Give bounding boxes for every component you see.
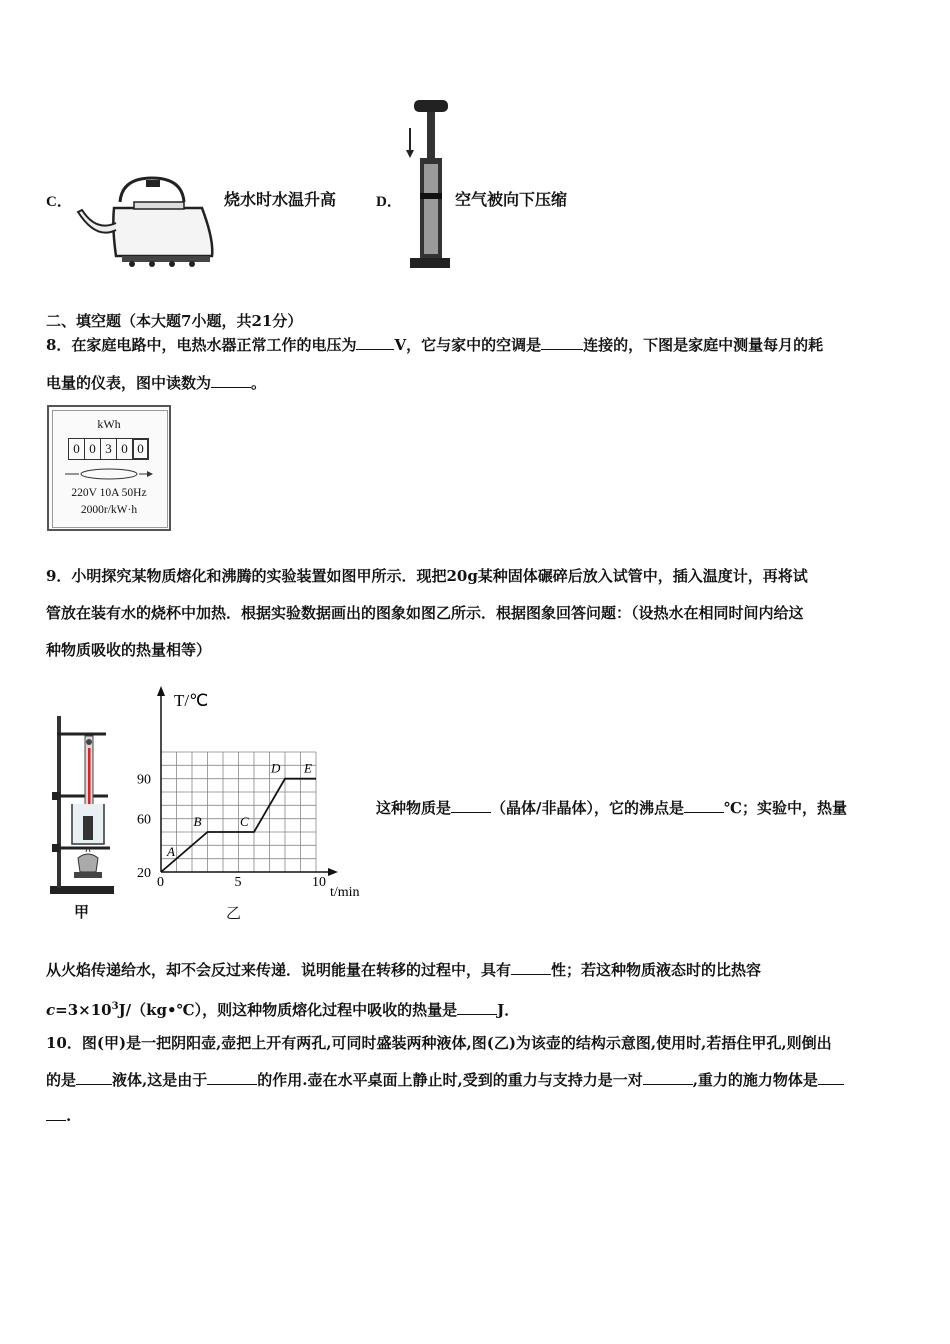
meter-digit: 3: [101, 439, 117, 459]
x-axis-label: t/min: [330, 885, 360, 900]
q10-blank-cause[interactable]: [207, 1070, 257, 1085]
q10-line1: 10．图(甲)是一把阴阳壶,壶把上开有两孔,可同时盛装两种液体,图(乙)为该壶的结构示意图,使用时,若捂住甲孔,则倒出: [46, 1034, 832, 1052]
q10-line2: 的是 液体,这是由于 的作用.壶在水平桌面上静止时,受到的重力与支持力是一对 ,重力的施力物体是: [46, 1070, 844, 1090]
air-pump-image: [402, 98, 454, 272]
q9-blank-heat[interactable]: [457, 1000, 497, 1015]
section-heading: 二、填空题（本大题7小题，共21分）: [46, 312, 303, 330]
meter-digit: 0: [117, 439, 133, 459]
meter-digits: [68, 438, 149, 460]
option-d-text: 空气被向下压缩: [455, 190, 568, 209]
q10-blank-force-pair[interactable]: [643, 1070, 693, 1085]
meter-digit: 0: [85, 439, 101, 459]
q9-line2: 管放在装有水的烧杯中加热．根据实验数据画出的图象如图乙所示．根据图象回答问题：（设热水在相同时间内给这: [46, 604, 804, 622]
q10-blank-agent-start[interactable]: [818, 1070, 844, 1085]
kettle-image: [72, 168, 224, 272]
point-label-c: C: [240, 814, 249, 829]
temperature-time-chart: [132, 684, 372, 900]
point-label-e: E: [304, 760, 312, 776]
meter-disc-icon: [63, 465, 155, 483]
y-tick-label: 60: [137, 812, 151, 828]
apparatus-image: [48, 712, 120, 896]
q9-line5: $c=3\times 10^3J/(kg•℃)$，则这种物质熔化过程中吸收的热量是 J．: [46, 1001, 520, 1019]
option-c-text: 烧水时水温升高: [224, 190, 337, 209]
q8-line2: 电量的仪表，图中读数为 。: [46, 374, 267, 392]
point-label-a: A: [167, 844, 175, 859]
q9-side-text: 这种物质是 （晶体/非晶体），它的沸点是 ℃；实验中，热量: [376, 799, 847, 817]
q8-blank-voltage[interactable]: [356, 335, 394, 350]
energy-meter: [47, 405, 171, 531]
q8-blank-connection[interactable]: [541, 335, 583, 350]
chart-grid: [161, 752, 316, 872]
y-axis-label: T/℃: [174, 691, 209, 710]
chart-axes: [157, 686, 338, 876]
q9-blank-direction[interactable]: [511, 960, 551, 975]
meter-digit-last: 0: [133, 439, 148, 459]
meter-spec-constant: 2000r/kW·h: [80, 504, 138, 516]
y-tick-label: 20: [137, 866, 151, 881]
q9-line1: 9．小明探究某物质熔化和沸腾的实验装置如图甲所示．现把20g某种固体碾碎后放入试管中，插入温度计，再将试: [46, 567, 808, 585]
q8-blank-reading[interactable]: [211, 373, 251, 388]
option-c-letter: C．: [46, 194, 72, 210]
point-label-d: D: [271, 760, 281, 776]
q9-line3: 种物质吸收的热量相等）: [46, 641, 212, 659]
q10-blank-agent-end[interactable]: [46, 1106, 66, 1121]
y-axis-arrow-icon: [157, 686, 165, 696]
x-tick-label: 0: [157, 875, 164, 890]
q8-line1: 8．在家庭电路中，电热水器正常工作的电压为 V，它与家中的空调是 连接的，下图是家庭中测量每月的耗: [46, 336, 824, 354]
q9-blank-type[interactable]: [451, 798, 491, 813]
q10-line3: .: [46, 1106, 71, 1126]
x-axis-arrow-icon: [328, 868, 338, 876]
q10-blank-liquid[interactable]: [76, 1070, 112, 1085]
meter-unit: kWh: [97, 417, 121, 431]
x-tick-label: 5: [234, 875, 242, 890]
option-d-letter: D．: [376, 194, 402, 210]
meter-spec-rating: 220V 10A 50Hz: [71, 487, 147, 499]
q9-blank-boiling-point[interactable]: [684, 798, 724, 813]
point-label-b: B: [193, 814, 202, 829]
meter-digit: 0: [69, 439, 85, 459]
x-tick-label: 10: [312, 875, 326, 890]
caption-yi: 乙: [226, 904, 242, 922]
y-tick-label: 90: [137, 772, 151, 788]
q9-line4: 从火焰传递给水，却不会反过来传递．说明能量在转移的过程中，具有 性；若这种物质液态时的比热容: [46, 961, 762, 979]
caption-jia: 甲: [74, 903, 90, 921]
